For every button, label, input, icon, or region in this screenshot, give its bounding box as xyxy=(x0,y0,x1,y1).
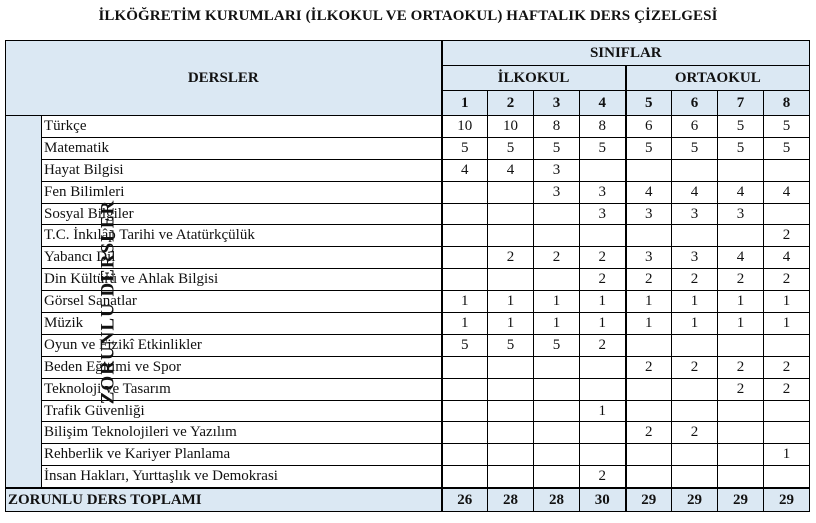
hours-cell xyxy=(672,444,718,466)
hours-cell: 4 xyxy=(764,247,810,269)
hours-cell: 2 xyxy=(764,356,810,378)
hours-cell xyxy=(580,378,626,400)
grade-header-2: 2 xyxy=(488,91,534,116)
hours-cell: 4 xyxy=(718,247,764,269)
table-row xyxy=(6,334,810,356)
table-row xyxy=(6,116,810,138)
hours-cell: 2 xyxy=(764,269,810,291)
hours-cell xyxy=(718,400,764,422)
hours-cell xyxy=(626,225,672,247)
hours-cell: 5 xyxy=(764,116,810,138)
hours-cell: 1 xyxy=(764,313,810,335)
grade-header-8: 8 xyxy=(764,91,810,116)
hours-cell xyxy=(442,378,488,400)
hours-cell xyxy=(764,203,810,225)
hours-cell: 6 xyxy=(626,116,672,138)
subject-name: Türkçe xyxy=(42,116,442,138)
hours-cell: 3 xyxy=(626,203,672,225)
dersler-header: DERSLER xyxy=(6,41,442,116)
subject-name: Rehberlik ve Kariyer Planlama xyxy=(42,444,442,466)
hours-cell xyxy=(534,225,580,247)
hours-cell: 2 xyxy=(580,247,626,269)
hours-cell: 5 xyxy=(626,137,672,159)
table-row xyxy=(6,466,810,488)
hours-cell xyxy=(488,181,534,203)
hours-cell xyxy=(534,356,580,378)
hours-cell: 8 xyxy=(580,116,626,138)
hours-cell xyxy=(534,269,580,291)
hours-cell: 1 xyxy=(718,313,764,335)
subject-name: Fen Bilimleri xyxy=(42,181,442,203)
hours-cell: 4 xyxy=(488,159,534,181)
subject-name: Görsel Sanatlar xyxy=(42,291,442,313)
total-value: 30 xyxy=(580,488,626,512)
hours-cell xyxy=(488,269,534,291)
hours-cell xyxy=(534,378,580,400)
table-row xyxy=(6,356,810,378)
table-row xyxy=(6,313,810,335)
hours-cell xyxy=(718,225,764,247)
hours-cell: 3 xyxy=(672,203,718,225)
hours-cell xyxy=(764,400,810,422)
hours-cell xyxy=(488,378,534,400)
hours-cell xyxy=(442,247,488,269)
hours-cell xyxy=(488,225,534,247)
hours-cell: 4 xyxy=(672,181,718,203)
hours-cell: 5 xyxy=(718,137,764,159)
table-row xyxy=(6,444,810,466)
hours-cell: 1 xyxy=(626,313,672,335)
hours-cell xyxy=(442,444,488,466)
table-row xyxy=(6,378,810,400)
total-label: ZORUNLU DERS TOPLAMI xyxy=(6,488,442,512)
total-row xyxy=(6,488,810,512)
hours-cell: 2 xyxy=(764,378,810,400)
hours-cell: 4 xyxy=(626,181,672,203)
table-row xyxy=(6,400,810,422)
table-row xyxy=(6,137,810,159)
hours-cell: 2 xyxy=(534,247,580,269)
hours-cell: 2 xyxy=(626,269,672,291)
hours-cell: 2 xyxy=(718,356,764,378)
hours-cell: 1 xyxy=(580,400,626,422)
hours-cell: 1 xyxy=(764,444,810,466)
table-row xyxy=(6,291,810,313)
siniflar-header: SINIFLAR xyxy=(442,41,810,66)
hours-cell: 3 xyxy=(718,203,764,225)
subject-name: Teknoloji ve Tasarım xyxy=(42,378,442,400)
hours-cell xyxy=(488,400,534,422)
hours-cell: 3 xyxy=(580,203,626,225)
hours-cell: 2 xyxy=(626,422,672,444)
ortaokul-header: ORTAOKUL xyxy=(626,66,810,91)
hours-cell: 1 xyxy=(442,291,488,313)
hours-cell xyxy=(764,422,810,444)
hours-cell xyxy=(442,466,488,488)
hours-cell xyxy=(626,159,672,181)
hours-cell xyxy=(534,203,580,225)
hours-cell: 2 xyxy=(488,247,534,269)
hours-cell: 5 xyxy=(672,137,718,159)
table-row xyxy=(6,269,810,291)
hours-cell xyxy=(442,203,488,225)
hours-cell: 3 xyxy=(580,181,626,203)
hours-cell: 4 xyxy=(442,159,488,181)
hours-cell: 5 xyxy=(488,334,534,356)
hours-cell: 1 xyxy=(442,313,488,335)
hours-cell: 1 xyxy=(488,313,534,335)
hours-cell: 3 xyxy=(672,247,718,269)
grade-header-7: 7 xyxy=(718,91,764,116)
hours-cell: 2 xyxy=(580,466,626,488)
hours-cell xyxy=(488,466,534,488)
hours-cell xyxy=(718,444,764,466)
total-value: 26 xyxy=(442,488,488,512)
subject-name: Yabancı Dil xyxy=(42,247,442,269)
hours-cell xyxy=(626,444,672,466)
hours-cell xyxy=(672,334,718,356)
grade-header-5: 5 xyxy=(626,91,672,116)
hours-cell: 5 xyxy=(718,116,764,138)
subject-name: Oyun ve Fizikî Etkinlikler xyxy=(42,334,442,356)
hours-cell: 2 xyxy=(580,269,626,291)
table-row xyxy=(6,181,810,203)
hours-cell xyxy=(534,422,580,444)
hours-cell xyxy=(580,444,626,466)
hours-cell xyxy=(534,466,580,488)
subject-name: Müzik xyxy=(42,313,442,335)
hours-cell: 4 xyxy=(764,181,810,203)
hours-cell: 1 xyxy=(764,291,810,313)
hours-cell xyxy=(718,466,764,488)
subject-name: Matematik xyxy=(42,137,442,159)
hours-cell: 2 xyxy=(580,334,626,356)
hours-cell: 2 xyxy=(626,356,672,378)
grade-header-4: 4 xyxy=(580,91,626,116)
hours-cell xyxy=(764,466,810,488)
hours-cell xyxy=(442,225,488,247)
hours-cell xyxy=(672,400,718,422)
hours-cell: 2 xyxy=(672,356,718,378)
grade-header-3: 3 xyxy=(534,91,580,116)
subject-name: Bilişim Teknolojileri ve Yazılım xyxy=(42,422,442,444)
hours-cell xyxy=(442,400,488,422)
hours-cell: 1 xyxy=(718,291,764,313)
subject-name: Hayat Bilgisi xyxy=(42,159,442,181)
hours-cell: 1 xyxy=(580,291,626,313)
hours-cell: 2 xyxy=(718,378,764,400)
hours-cell: 3 xyxy=(534,181,580,203)
subject-name: Beden Eğitimi ve Spor xyxy=(42,356,442,378)
hours-cell: 5 xyxy=(580,137,626,159)
hours-cell: 1 xyxy=(534,291,580,313)
hours-cell: 5 xyxy=(442,334,488,356)
total-value: 29 xyxy=(626,488,672,512)
hours-cell xyxy=(764,159,810,181)
hours-cell: 10 xyxy=(488,116,534,138)
hours-cell: 3 xyxy=(534,159,580,181)
table-row xyxy=(6,247,810,269)
hours-cell xyxy=(580,356,626,378)
hours-cell xyxy=(764,334,810,356)
hours-cell: 2 xyxy=(764,225,810,247)
hours-cell: 2 xyxy=(718,269,764,291)
total-value: 29 xyxy=(764,488,810,512)
hours-cell: 1 xyxy=(488,291,534,313)
hours-cell xyxy=(718,334,764,356)
hours-cell: 5 xyxy=(764,137,810,159)
table-row xyxy=(6,422,810,444)
hours-cell: 6 xyxy=(672,116,718,138)
hours-cell: 1 xyxy=(534,313,580,335)
hours-cell: 1 xyxy=(580,313,626,335)
hours-cell xyxy=(442,356,488,378)
subject-name: Sosyal Bilgiler xyxy=(42,203,442,225)
hours-cell xyxy=(580,159,626,181)
hours-cell xyxy=(580,422,626,444)
total-value: 29 xyxy=(718,488,764,512)
subject-name: İnsan Hakları, Yurttaşlık ve Demokrasi xyxy=(42,466,442,488)
hours-cell xyxy=(534,400,580,422)
hours-cell: 5 xyxy=(534,334,580,356)
hours-cell xyxy=(442,269,488,291)
hours-cell: 1 xyxy=(672,313,718,335)
table-row xyxy=(6,203,810,225)
hours-cell: 5 xyxy=(488,137,534,159)
hours-cell: 10 xyxy=(442,116,488,138)
hours-cell: 3 xyxy=(626,247,672,269)
total-value: 29 xyxy=(672,488,718,512)
ilkokul-header: İLKOKUL xyxy=(442,66,626,91)
hours-cell xyxy=(626,466,672,488)
table-row xyxy=(6,159,810,181)
hours-cell: 2 xyxy=(672,422,718,444)
hours-cell xyxy=(672,466,718,488)
hours-cell xyxy=(534,444,580,466)
hours-cell: 5 xyxy=(442,137,488,159)
grade-header-6: 6 xyxy=(672,91,718,116)
group-label: ZORUNLU DERSLER xyxy=(97,199,119,404)
table-row xyxy=(6,225,810,247)
subject-name: Din Kültürü ve Ahlak Bilgisi xyxy=(42,269,442,291)
hours-cell xyxy=(488,444,534,466)
total-value: 28 xyxy=(488,488,534,512)
hours-cell xyxy=(672,225,718,247)
grade-header-1: 1 xyxy=(442,91,488,116)
hours-cell xyxy=(442,422,488,444)
hours-cell: 8 xyxy=(534,116,580,138)
subject-name: T.C. İnkılâp Tarihi ve Atatürkçülük xyxy=(42,225,442,247)
page-title: İLKÖĞRETİM KURUMLARI (İLKOKUL VE ORTAOKUL) HAFTALIK DERS ÇİZELGESİ xyxy=(98,8,718,24)
hours-cell xyxy=(488,422,534,444)
hours-cell xyxy=(488,203,534,225)
hours-cell: 1 xyxy=(672,291,718,313)
hours-cell xyxy=(626,378,672,400)
hours-cell xyxy=(488,356,534,378)
hours-cell: 2 xyxy=(672,269,718,291)
hours-cell: 5 xyxy=(534,137,580,159)
weekly-schedule-table xyxy=(5,40,810,512)
hours-cell xyxy=(718,422,764,444)
hours-cell xyxy=(626,334,672,356)
hours-cell xyxy=(672,378,718,400)
hours-cell xyxy=(626,400,672,422)
hours-cell xyxy=(580,225,626,247)
hours-cell xyxy=(442,181,488,203)
hours-cell xyxy=(672,159,718,181)
hours-cell xyxy=(718,159,764,181)
total-value: 28 xyxy=(534,488,580,512)
subject-name: Trafik Güvenliği xyxy=(42,400,442,422)
hours-cell: 4 xyxy=(718,181,764,203)
hours-cell: 1 xyxy=(626,291,672,313)
